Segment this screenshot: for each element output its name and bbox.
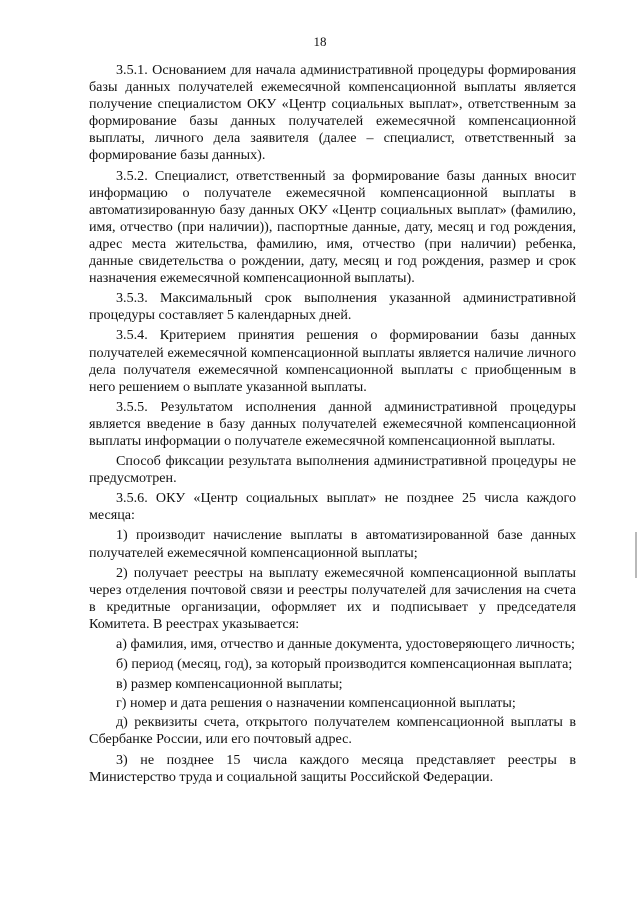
list-item-2: 2) получает реестры на выплату ежемесячной компенсационной выплаты через отделения почтовой связи и реестры получателей для зачисления на счета в кредитные организации, оформляет их и подписывает у председателя Комитета. В реестрах указывается: [89,564,576,632]
paragraph-3-5-6: 3.5.6. ОКУ «Центр социальных выплат» не позднее 25 числа каждого месяца: [89,490,576,524]
sub-item-a: а) фамилия, имя, отчество и данные документа, удостоверяющего личность; [116,636,575,652]
paragraph-3-5-4: 3.5.4. Критерием принятия решения о формировании базы данных получателей ежемесячной компенсационной выплаты является наличие личного дела получателя ежемесячной компенсационной выплаты с приобщенным в него решением о выплате указанной выплаты. [89,327,576,395]
paragraph-fixation-method: Способ фиксации результата выполнения административной процедуры не предусмотрен. [89,453,576,487]
list-item-3: 3) не позднее 15 числа каждого месяца представляет реестры в Министерство труда и социальной защиты Российской Федерации. [89,751,576,785]
sub-item-g: г) номер и дата решения о назначении компенсационной выплаты; [116,695,516,712]
paragraph-3-5-3: 3.5.3. Максимальный срок выполнения указанной административной процедуры составляет 5 календарных дней. [89,290,576,324]
sub-item-d: д) реквизиты счета, открытого получателем компенсационной выплаты в Сбербанке России, или его почтовый адрес. [89,714,576,748]
sub-item-v: в) размер компенсационной выплаты; [116,676,343,693]
paragraph-3-5-5: 3.5.5. Результатом исполнения данной административной процедуры является введение в базу данных получателей ежемесячной компенсационной выплаты информации о получателе ежемесячной компенсационной выплаты. [89,398,576,449]
scan-margin-mark [635,532,637,578]
paragraph-3-5-2: 3.5.2. Специалист, ответственный за формирование базы данных вносит информацию о получателе ежемесячной компенсационной выплаты в автоматизированную базу данных ОКУ «Центр социальных выплат» (фамилию, имя, отчество (при наличии)), паспортные данные, дату, месяц и год рождения, адрес места жительства, фамилию, имя, отчество (при наличии) ребенка, данные свидетельства о рождении, дату, месяц и год рождения, размер и срок назначения ежемесячной компенсационной выплаты). [89,167,576,287]
list-item-1: 1) производит начисление выплаты в автоматизированной базе данных получателей ежемесячной компенсационной выплаты; [89,527,576,561]
page-number: 18 [313,34,327,49]
paragraph-3-5-1: 3.5.1. Основанием для начала административной процедуры формирования базы данных получателей ежемесячной компенсационной выплаты является получение специалистом ОКУ «Центр социальных выплат», ответственным за формирование базы данных получателей ежемесячной компенсационной выплаты, личного дела заявителя (далее – специалист, ответственный за формирование базы данных). [89,62,576,164]
document-body [89,62,576,789]
sub-item-b: б) период (месяц, год), за который производится компенсационная выплата; [116,656,573,673]
